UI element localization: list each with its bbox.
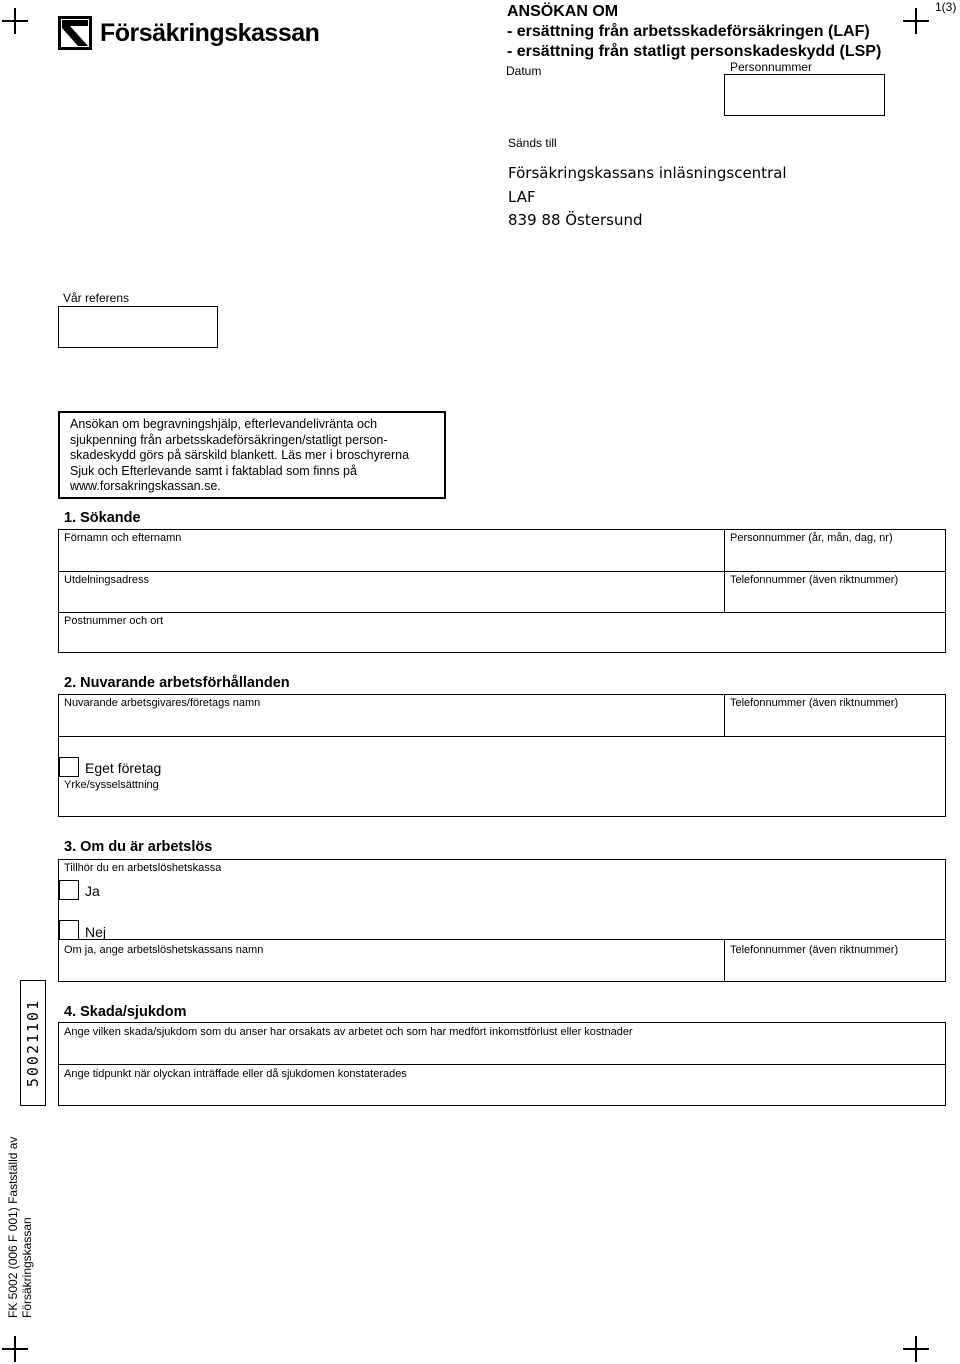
delivery-address-label: Utdelningsadress [64, 574, 149, 586]
info-line: www.forsakringskassan.se. [70, 479, 221, 493]
pnr-label: Personnummer (år, mån, dag, nr) [730, 532, 893, 544]
registration-mark-top-left [2, 8, 28, 34]
own-company-label: Eget företag [85, 760, 162, 776]
personnummer-field[interactable] [724, 74, 885, 116]
reference-label: Vår referens [63, 291, 130, 305]
sends-to-label: Sänds till [508, 136, 557, 150]
info-line: skadeskydd görs på särskild blankett. Läs mer i broschyrerna [70, 448, 410, 462]
datum-label: Datum [506, 64, 542, 78]
phone-label-applicant: Telefonnummer (även riktnummer) [730, 574, 899, 586]
no-checkbox[interactable] [59, 920, 79, 940]
logo-text: Försäkringskassan [100, 18, 320, 47]
info-line: Ansökan om begravningshjälp, efterlevandelivränta och [70, 417, 378, 431]
section4-title: 4. Skada/sjukdom [64, 1004, 187, 1020]
unemployment-question-label: Tillhör du en arbetslöshetskassa [64, 862, 222, 874]
delivery-address-field[interactable] [58, 571, 725, 613]
own-company-checkbox[interactable] [59, 757, 79, 777]
section1-title: 1. Sökande [64, 510, 141, 526]
name-label: Förnamn och efternamn [64, 532, 182, 544]
injury-label: Ange vilken skada/sjukdom som du anser har orsakats av arbetet och som har medfört inkomstförlust eller kostnader [64, 1026, 633, 1038]
logo-mark-icon [58, 16, 92, 50]
info-line: Sjuk och Efterlevande samt i faktablad som finns på [70, 463, 357, 478]
fund-name-label: Om ja, ange arbetslöshetskassans namn [64, 944, 264, 956]
form-title-line3: - ersättning från statligt personskadeskydd (LSP) [507, 43, 882, 60]
yes-label: Ja [85, 883, 100, 899]
form-title-line1: ANSÖKAN OM [507, 3, 619, 20]
postal-label: Postnummer och ort [64, 615, 164, 627]
employer-label: Nuvarande arbetsgivares/företags namn [64, 697, 261, 709]
reference-field[interactable] [58, 306, 218, 348]
occupation-label: Yrke/sysselsättning [64, 779, 159, 791]
info-line: sjukpenning från arbetsskadeförsäkringen/statligt person- [70, 432, 388, 447]
info-box [58, 411, 446, 499]
occupation-field[interactable] [58, 736, 946, 817]
section3-title: 3. Om du är arbetslös [64, 839, 213, 855]
employer-phone-label: Telefonnummer (även riktnummer) [730, 697, 899, 709]
registration-mark-bottom-left [2, 1336, 28, 1362]
yes-checkbox[interactable] [59, 880, 79, 900]
registration-mark-bottom-right [903, 1336, 929, 1362]
form-title-line2: - ersättning från arbetsskadeförsäkringen (LAF) [507, 23, 870, 40]
time-label: Ange tidpunkt när olyckan inträffade eller då sjukdomen konstaterades [64, 1068, 407, 1080]
no-label: Nej [85, 924, 107, 940]
page-number: 1(3) [935, 0, 957, 14]
address-line1: Försäkringskassans inläsningscentral [508, 164, 787, 182]
address-line3: 839 88 Östersund [508, 211, 643, 229]
form-title [507, 2, 881, 62]
fund-phone-label: Telefonnummer (även riktnummer) [730, 944, 899, 956]
form-id-line1: FK 5002 (006 F 001) Fastställd av [6, 1136, 20, 1318]
registration-mark-top-right [903, 8, 929, 34]
barcode-number: 50021101 [24, 998, 42, 1088]
form-barcode [20, 980, 46, 1106]
form-id-line2: Försäkringskassan [20, 1217, 34, 1318]
postal-field[interactable] [58, 612, 946, 653]
logo [58, 16, 319, 50]
personnummer-label: Personnummer [730, 60, 813, 74]
section2-title: 2. Nuvarande arbetsförhållanden [64, 675, 290, 691]
form-id [6, 1137, 34, 1318]
address-line2: LAF [508, 188, 536, 206]
